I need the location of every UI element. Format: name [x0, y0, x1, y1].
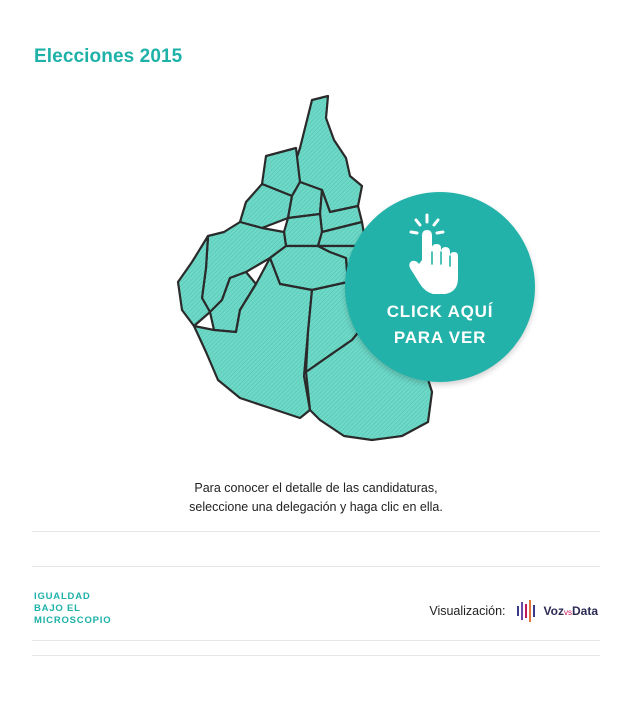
brand-data: Data	[571, 604, 598, 618]
logo-line-1: IGUALDAD	[34, 591, 91, 602]
voz-vs-data-bars-icon	[516, 600, 538, 622]
instructions-line-1: Para conocer el detalle de las candidaturas,	[194, 481, 438, 495]
divider	[32, 531, 600, 532]
visualization-credit	[429, 600, 598, 622]
brand-vs: vs	[563, 608, 572, 617]
igualdad-bajo-el-microscopio-logo	[34, 591, 111, 627]
brand-voz: Voz	[543, 604, 564, 618]
delegacion-cuajimalpa[interactable]	[178, 236, 210, 326]
click-here-button[interactable]	[345, 192, 535, 382]
instructions-line-2: seleccione una delegación y haga clic en ella.	[189, 500, 443, 514]
divider	[32, 655, 600, 656]
logo-line-3: MICROSCOPIO	[34, 615, 112, 626]
divider	[32, 566, 600, 567]
logo-line-2: BAJO EL	[34, 603, 81, 614]
viz-label: Visualización:	[429, 604, 506, 618]
pointing-hand-icon	[403, 212, 477, 296]
cta-line-2: PARA VER	[393, 328, 487, 347]
cta-line-1: CLICK AQUÍ	[386, 302, 494, 321]
delegacion-benito-juarez[interactable]	[284, 214, 322, 246]
voz-vs-data-logo[interactable]	[544, 604, 598, 618]
page-title: Elecciones 2015	[34, 46, 183, 67]
divider	[32, 640, 600, 641]
